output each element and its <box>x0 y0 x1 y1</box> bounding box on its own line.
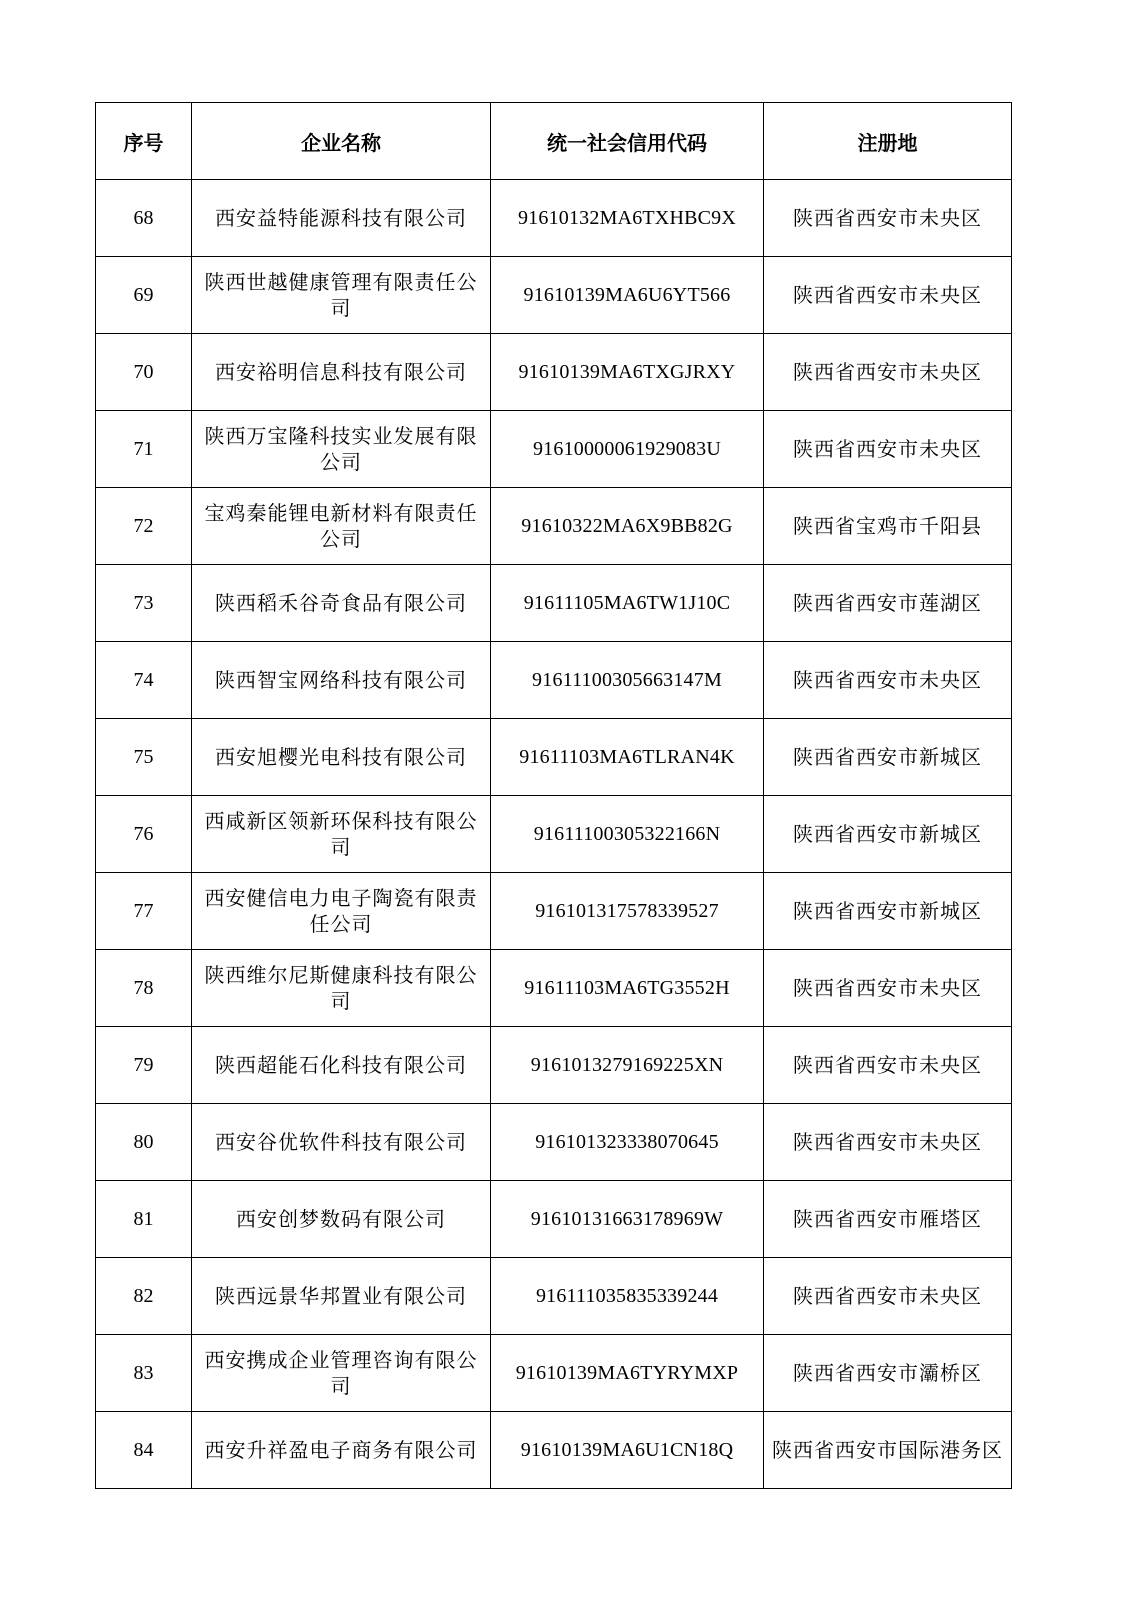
row-seq: 82 <box>96 1258 192 1335</box>
row-code: 91610131663178969W <box>491 1181 764 1258</box>
table-row <box>96 642 1012 719</box>
table-row <box>96 411 1012 488</box>
row-name: 西安益特能源科技有限公司 <box>192 180 491 257</box>
header-name: 企业名称 <box>192 103 491 180</box>
row-address: 陕西省西安市未央区 <box>764 950 1012 1027</box>
table-row <box>96 1104 1012 1181</box>
row-seq: 77 <box>96 873 192 950</box>
row-code: 91610322MA6X9BB82G <box>491 488 764 565</box>
row-code: 91610132MA6TXHBC9X <box>491 180 764 257</box>
row-code: 91610000061929083U <box>491 411 764 488</box>
header-seq: 序号 <box>96 103 192 180</box>
table-row <box>96 796 1012 873</box>
row-code: 916101323338070645 <box>491 1104 764 1181</box>
row-code: 916101317578339527 <box>491 873 764 950</box>
row-seq: 73 <box>96 565 192 642</box>
table-row <box>96 1258 1012 1335</box>
row-code: 91610139MA6TXGJRXY <box>491 334 764 411</box>
table-row <box>96 257 1012 334</box>
row-seq: 72 <box>96 488 192 565</box>
row-seq: 78 <box>96 950 192 1027</box>
row-name: 西安健信电力电子陶瓷有限责任公司 <box>192 873 491 950</box>
row-name: 西安谷优软件科技有限公司 <box>192 1104 491 1181</box>
row-code: 91610139MA6U1CN18Q <box>491 1412 764 1489</box>
row-address: 陕西省西安市未央区 <box>764 180 1012 257</box>
row-seq: 75 <box>96 719 192 796</box>
row-code: 91610139MA6TYRYMXP <box>491 1335 764 1412</box>
row-name: 宝鸡秦能锂电新材料有限责任公司 <box>192 488 491 565</box>
row-name: 西安创梦数码有限公司 <box>192 1181 491 1258</box>
row-seq: 79 <box>96 1027 192 1104</box>
table-row <box>96 565 1012 642</box>
enterprise-table <box>95 102 1012 1489</box>
row-address: 陕西省西安市国际港务区 <box>764 1412 1012 1489</box>
row-address: 陕西省西安市新城区 <box>764 796 1012 873</box>
row-seq: 70 <box>96 334 192 411</box>
row-code: 916111035835339244 <box>491 1258 764 1335</box>
table-row <box>96 1335 1012 1412</box>
header-row <box>96 103 1012 180</box>
row-address: 陕西省西安市莲湖区 <box>764 565 1012 642</box>
header-code: 统一社会信用代码 <box>491 103 764 180</box>
row-address: 陕西省西安市未央区 <box>764 411 1012 488</box>
table-row <box>96 873 1012 950</box>
row-seq: 74 <box>96 642 192 719</box>
row-address: 陕西省宝鸡市千阳县 <box>764 488 1012 565</box>
table-row <box>96 1412 1012 1489</box>
row-name: 西安携成企业管理咨询有限公司 <box>192 1335 491 1412</box>
row-address: 陕西省西安市未央区 <box>764 1027 1012 1104</box>
table-row <box>96 180 1012 257</box>
table-row <box>96 1027 1012 1104</box>
row-code: 91611105MA6TW1J10C <box>491 565 764 642</box>
table-row <box>96 719 1012 796</box>
row-seq: 84 <box>96 1412 192 1489</box>
row-address: 陕西省西安市未央区 <box>764 1104 1012 1181</box>
row-code: 9161110030566314​7M <box>491 642 764 719</box>
row-name: 陕西稻禾谷奇食品有限公司 <box>192 565 491 642</box>
row-address: 陕西省西安市新城区 <box>764 719 1012 796</box>
row-seq: 83 <box>96 1335 192 1412</box>
row-code: 91611103MA6TLRAN4K <box>491 719 764 796</box>
row-name: 陕西超能石化科技有限公司 <box>192 1027 491 1104</box>
row-name: 陕西维尔尼斯健康科技有限公司 <box>192 950 491 1027</box>
row-seq: 68 <box>96 180 192 257</box>
row-seq: 71 <box>96 411 192 488</box>
row-name: 陕西万宝隆科技实业发展有限公司 <box>192 411 491 488</box>
table-row <box>96 1181 1012 1258</box>
row-address: 陕西省西安市未央区 <box>764 1258 1012 1335</box>
row-name: 陕西智宝网络科技有限公司 <box>192 642 491 719</box>
row-address: 陕西省西安市未央区 <box>764 642 1012 719</box>
row-name: 西安旭樱光电科技有限公司 <box>192 719 491 796</box>
row-code: 91611103MA6TG3552H <box>491 950 764 1027</box>
table-body <box>96 180 1012 1489</box>
row-seq: 69 <box>96 257 192 334</box>
row-code: 9161013279169225XN <box>491 1027 764 1104</box>
row-address: 陕西省西安市未央区 <box>764 257 1012 334</box>
row-address: 陕西省西安市新城区 <box>764 873 1012 950</box>
table-header <box>96 103 1012 180</box>
row-name: 西安裕明信息科技有限公司 <box>192 334 491 411</box>
row-code: 91610139MA6U6YT566 <box>491 257 764 334</box>
table-row <box>96 334 1012 411</box>
row-seq: 80 <box>96 1104 192 1181</box>
row-address: 陕西省西安市雁塔区 <box>764 1181 1012 1258</box>
row-name: 西安升祥盈电子商务有限公司 <box>192 1412 491 1489</box>
row-seq: 76 <box>96 796 192 873</box>
row-name: 陕西世越健康管理有限责任公司 <box>192 257 491 334</box>
row-address: 陕西省西安市灞桥区 <box>764 1335 1012 1412</box>
header-address: 注册地 <box>764 103 1012 180</box>
table-row <box>96 488 1012 565</box>
row-name: 西咸新区领新环保科技有限公司 <box>192 796 491 873</box>
row-address: 陕西省西安市未央区 <box>764 334 1012 411</box>
row-code: 91611100305322166N <box>491 796 764 873</box>
row-name: 陕西远景华邦置业有限公司 <box>192 1258 491 1335</box>
table-row <box>96 950 1012 1027</box>
row-seq: 81 <box>96 1181 192 1258</box>
